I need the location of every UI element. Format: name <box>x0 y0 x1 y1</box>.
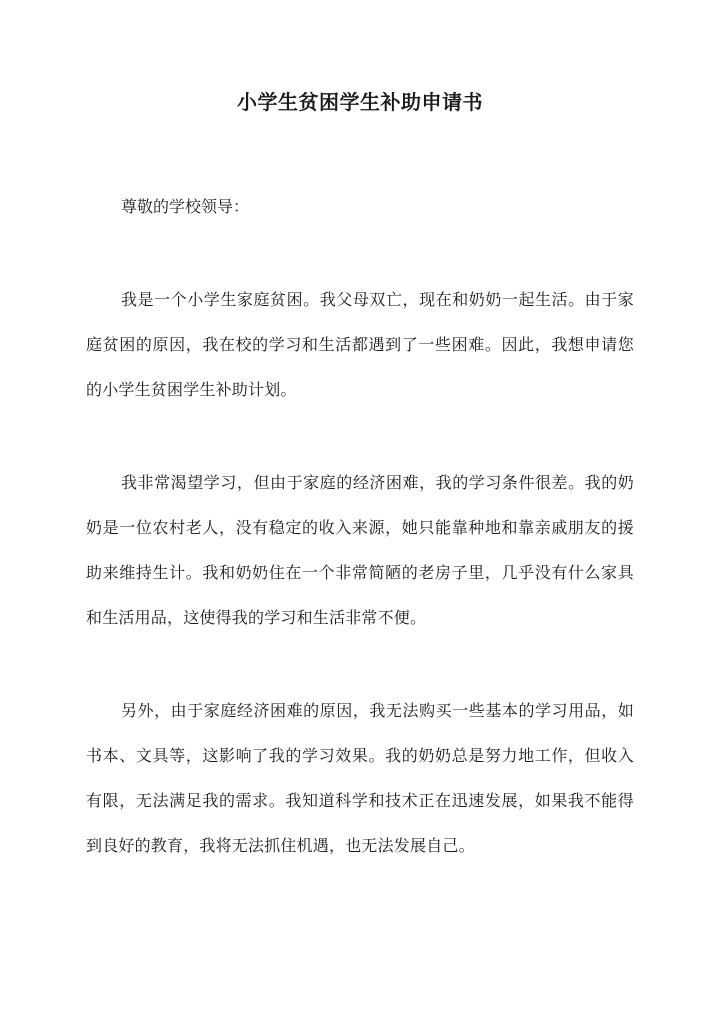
paragraph-2: 我非常渴望学习，但由于家庭的经济困难，我的学习条件很差。我的奶奶是一位农村老人，没有稳定的收入来源，她只能靠种地和靠亲戚朋友的援助来维持生计。我和奶奶住在一个非常简陋的老房子里，几乎没有什么家具和生活用品，这使得我的学习和生活非常不便。 <box>86 473 634 627</box>
salutation: 尊敬的学校领导： <box>121 197 250 216</box>
document-title: 小学生贫困学生补助申请书 <box>237 90 483 114</box>
paragraph-3: 另外，由于家庭经济困难的原因，我无法购买一些基本的学习用品，如书本、文具等，这影响了我的学习效果。我的奶奶总是努力地工作，但收入有限，无法满足我的需求。我知道科学和技术正在迅速发展，如果我不能得到良好的教育，我将无法抓住机遇，也无法发展自己。 <box>86 701 634 855</box>
paragraph-1: 我是一个小学生家庭贫困。我父母双亡，现在和奶奶一起生活。由于家庭贫困的原因，我在校的学习和生活都遇到了一些困难。因此，我想申请您的小学生贫困学生补助计划。 <box>86 290 634 399</box>
